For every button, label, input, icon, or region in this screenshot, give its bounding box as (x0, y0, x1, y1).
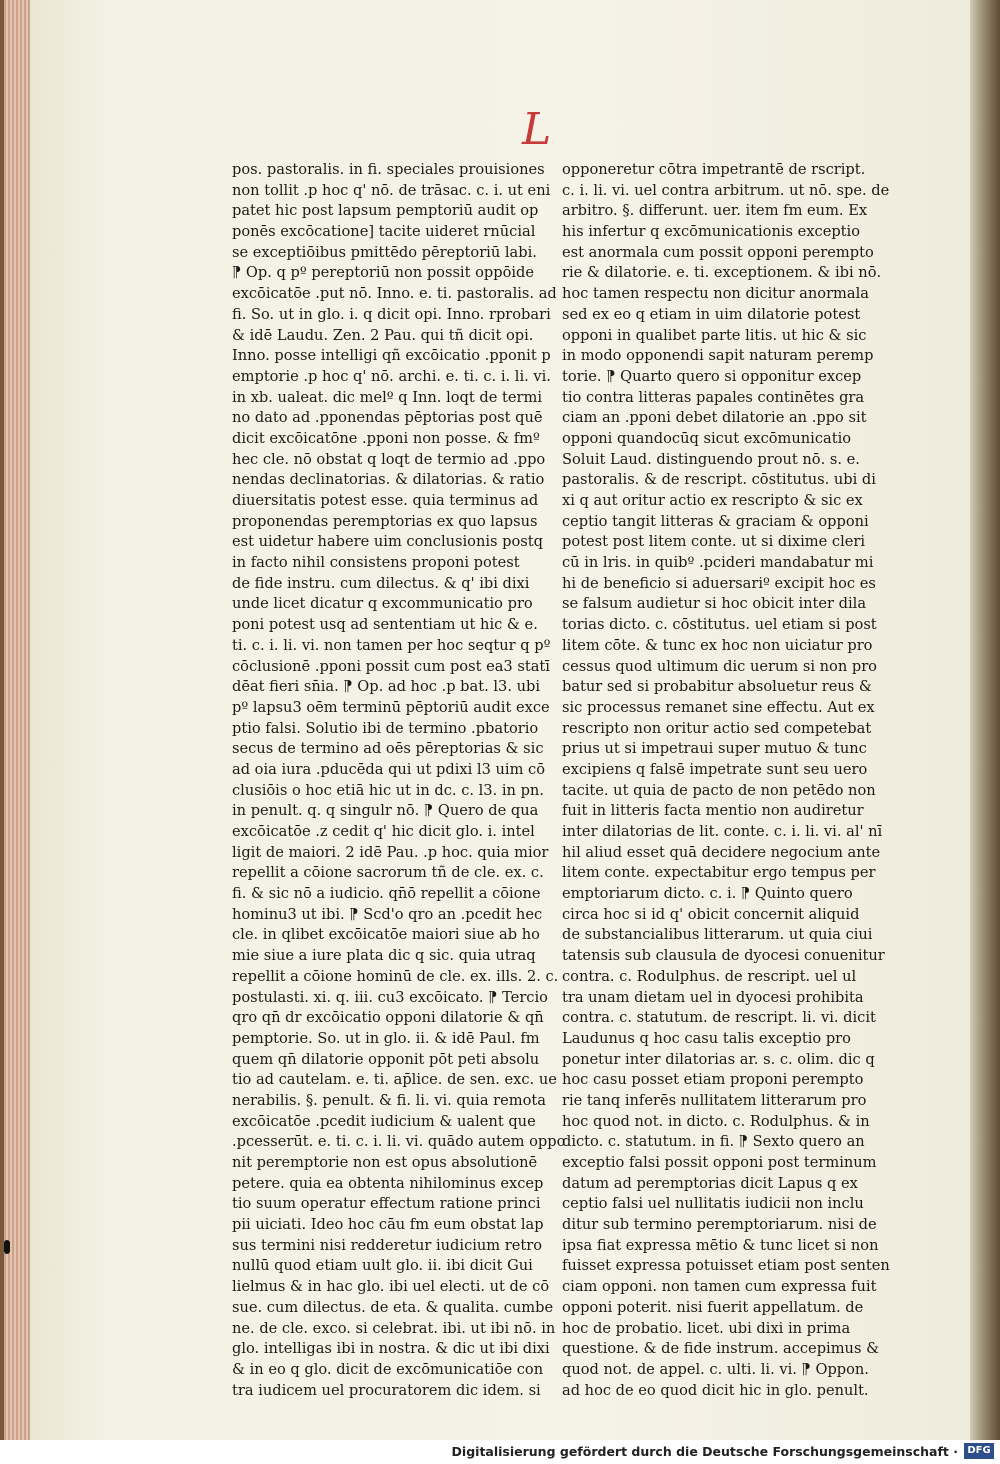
text-line: cessus quod ultimum dic uerum si non pro (562, 657, 877, 675)
text-line: ditur sub termino peremptoriarum. nisi de (562, 1216, 877, 1234)
text-line: potest post litem conte. ut si dixime cleri (562, 533, 866, 551)
text-line: cū in lris. in quibº .pcideri mandabatur mi (562, 554, 874, 572)
text-line: in modo opponendi sapit naturam peremp (562, 347, 874, 365)
text-line: ligit de maiori. 2 idē Pau. .p hoc. quia mior (232, 843, 549, 861)
text-line: se falsum audietur si hoc obicit inter dila (562, 595, 867, 613)
text-line: ceptio tangit litteras & graciam & opponi (562, 512, 869, 530)
text-line: hoc quod not. in dicto. c. Rodulphus. & in (562, 1112, 870, 1130)
text-line: nullū quod etiam uult glo. ii. ibi dicit Gui (232, 1257, 533, 1275)
text-line: fi. So. ut in glo. i. q dicit opi. Inno. rprobari (232, 305, 551, 323)
text-line: tatensis sub clausula de dyocesi conuenitur (562, 947, 885, 965)
text-line: emptorie .p hoc q' nō. archi. e. ti. c. i. li. vi. (232, 367, 551, 385)
text-line: hoc de probatio. licet. ubi dixi in prima (562, 1319, 851, 1337)
text-line: torias dicto. c. cōstitutus. uel etiam si post (562, 616, 877, 634)
text-line: ciam an .pponi debet dilatorie an .ppo sit (562, 409, 867, 427)
text-line: .pcesserūt. e. ti. c. i. li. vi. quādo autem oppo (232, 1133, 566, 1151)
text-line: ponēs excōcatione] tacite uideret rnūcial (232, 223, 536, 241)
text-line: secus de termino ad oēs pēreptorias & sic (232, 740, 544, 758)
text-line: tra unam dietam uel in dyocesi prohibita (562, 988, 864, 1006)
text-line: in penult. q. q singulr nō. ⁋ Quero de qua (232, 802, 539, 820)
text-line: fuisset expressa potuisset etiam post senten (562, 1257, 890, 1275)
text-line: sed ex eo q etiam in uim dilatorie potest (562, 305, 861, 323)
page-edge-left (4, 0, 30, 1440)
text-line: inter dilatorias de lit. conte. c. i. li. vi. al' nī (562, 823, 883, 840)
text-line: rescripto non oritur actio sed competebat (562, 719, 872, 737)
text-line: litem cōte. & tunc ex hoc non uiciatur pro (562, 636, 873, 654)
text-line: litem conte. expectabitur ergo tempus per (562, 864, 876, 882)
text-line: nendas declinatorias. & dilatorias. & ratio (232, 471, 545, 489)
text-line: excōicatōe .z cedit q' hic dicit glo. i. intel (232, 823, 535, 840)
text-line: patet hic post lapsum pemptoriū audit op (232, 202, 539, 220)
text-line: dēat fieri sn̄ia. ⁋ Op. ad hoc .p bat. l3. ubi (232, 678, 541, 696)
text-line: sus termini nisi redderetur iudicium retro (232, 1236, 543, 1254)
text-line: datum ad peremptorias dicit Lapus q ex (562, 1174, 858, 1192)
text-line: repellit a cōione hominū de cle. ex. ills. 2. c. (232, 967, 559, 985)
text-line: clusiōis o hoc etiā hic ut in dc. c. l3. in pn. (232, 781, 544, 799)
text-line: lielmus & in hac glo. ibi uel electi. ut de cō (232, 1278, 550, 1296)
text-line: pos. pastoralis. in fi. speciales prouisiones (232, 161, 545, 178)
text-line: his infertur q excōmunicationis exceptio (562, 223, 860, 241)
text-line: ciam opponi. non tamen cum expressa fuit (562, 1278, 877, 1296)
text-line: sic processus remanet sine effectu. Aut ex (562, 698, 875, 716)
text-line: repellit a cōione sacrorum tñ de cle. ex. c. (232, 864, 544, 882)
text-line: hominu3 ut ibi. ⁋ Scd'o qro an .pcedit hec (232, 905, 543, 923)
text-line: circa hoc si id q' obicit concernit aliquid (562, 905, 860, 923)
text-line: fi. & sic nō a iudicio. qn̄ō repellit a cōione (232, 885, 541, 903)
text-line: ad oia iura .pducēda qui ut pdixi l3 uim cō (232, 760, 546, 778)
text-line: tio suum operatur effectum ratione princi (232, 1195, 541, 1213)
text-line: rie tanq inferēs nullitatem litterarum pro (562, 1091, 867, 1109)
text-line: pastoralis. & de rescript. cōstitutus. ubi di (562, 471, 876, 489)
text-line: Soluit Laud. distinguendo prout nō. s. e. (562, 450, 860, 468)
text-line: poni potest usq ad sententiam ut hic & e. (232, 616, 538, 634)
text-line: est uidetur habere uim conclusionis postq (232, 533, 543, 551)
text-column-right (562, 160, 890, 1401)
text-line: diuersitatis potest esse. quia terminus ad (232, 492, 539, 509)
text-line: contra. c. statutum. de rescript. li. vi. dicit (562, 1009, 876, 1027)
footer-bar (0, 1440, 1000, 1464)
text-line: fuit in litteris facta mentio non audiretur (562, 802, 864, 820)
text-line: tio contra litteras papales continētes gra (562, 388, 865, 406)
text-line: sue. cum dilectus. de eta. & qualita. cumbe (232, 1298, 554, 1316)
text-line: de substancialibus litterarum. ut quia ciui (562, 926, 873, 944)
text-line: hoc casu posset etiam proponi perempto (562, 1071, 864, 1089)
text-line: emptoriarum dicto. c. i. ⁋ Quinto quero (562, 885, 853, 903)
text-line: qro qn̄ dr excōicatio opponi dilatorie & qn̄ (232, 1009, 544, 1027)
text-line: cōclusionē .pponi possit cum post ea3 statī (232, 657, 550, 675)
text-line: hi de beneficio si aduersariº excipit hoc es (562, 574, 876, 592)
text-line: cle. in qlibet excōicatōe maiori siue ab ho (232, 926, 540, 944)
text-line: excōicatōe .put nō. Inno. e. ti. pastoralis. ad (232, 285, 557, 303)
text-line: Laudunus q hoc casu talis exceptio pro (562, 1029, 851, 1047)
text-line: pii uiciati. Ideo hoc cāu fm eum obstat lap (232, 1216, 544, 1234)
funding-credit: Digitalisierung gefördert durch die Deutsche Forschungsgemeinschaft · (451, 1444, 958, 1459)
text-line: unde licet dicatur q excommunicatio pro (232, 595, 533, 613)
text-line: tio ad cautelam. e. ti. ap̄lice. de sen. exc. ue (232, 1071, 557, 1089)
text-line: hil aliud esset quā decidere negocium ante (562, 843, 881, 861)
text-line: rie & dilatorie. e. ti. exceptionem. & ibi nō. (562, 264, 882, 282)
binding-mark (4, 1240, 10, 1254)
text-line: hoc tamen respectu non dicitur anormala (562, 285, 869, 303)
text-line: de fide instru. cum dilectus. & q' ibi dixi (232, 574, 530, 592)
text-line: dicit excōicatōne .pponi non posse. & fmº (232, 429, 540, 447)
text-line: batur sed si probabitur absoluetur reus & (562, 678, 872, 696)
text-line: excipiens q falsē impetrate sunt seu uero (562, 760, 868, 778)
text-line: ptio falsi. Solutio ibi de termino .pbatorio (232, 719, 539, 737)
text-line: ne. de cle. exco. si celebrat. ibi. ut ibi nō. in (232, 1319, 556, 1337)
text-line: contra. c. Rodulphus. de rescript. uel ul (562, 967, 857, 985)
text-line: ⁋ Op. q pº pereptoriū non possit oppōide (232, 264, 535, 282)
text-line: petere. quia ea obtenta nihilominus excep (232, 1174, 544, 1192)
dfg-logo: DFG (964, 1443, 994, 1459)
text-line: dicto. c. statutum. in fi. ⁋ Sexto quero an (562, 1133, 865, 1151)
text-line: tacite. ut quia de pacto de non petēdo non (562, 781, 876, 799)
text-line: prius ut si impetraui super mutuo & tunc (562, 740, 867, 758)
text-line: pº lapsu3 oēm terminū pēptoriū audit exce (232, 698, 550, 716)
text-line: excōicatōe .pcedit iudicium & ualent que (232, 1112, 536, 1130)
text-line: proponendas peremptorias ex quo lapsus (232, 512, 538, 530)
text-line: exceptio falsi possit opponi post terminum (562, 1154, 877, 1171)
text-line: postulasti. xi. q. iii. cu3 excōicato. ⁋ Tercio (232, 988, 548, 1006)
text-line: c. i. li. vi. uel contra arbitrum. ut nō. spe. de (562, 181, 890, 199)
folio-mark: L (522, 104, 552, 155)
text-line: opponi quandocūq sicut excōmunicatio (562, 429, 852, 447)
text-line: opponi poterit. nisi fuerit appellatum. de (562, 1298, 864, 1316)
text-line: nit peremptorie non est opus absolutionē (232, 1154, 538, 1171)
text-line: opponi in qualibet parte litis. ut hic & sic (562, 326, 867, 344)
text-line: se exceptiōibus pmittēdo pēreptoriū labi. (232, 243, 537, 261)
text-line: ipsa fiat expressa mētio & tunc licet si non (562, 1236, 879, 1254)
text-column-left (232, 160, 566, 1401)
text-line: hec cle. nō obstat q loqt de termio ad .ppo (232, 450, 546, 468)
text-line: in facto nihil consistens proponi potest (232, 554, 520, 572)
text-line: ponetur inter dilatorias ar. s. c. olim. dic q (562, 1050, 875, 1068)
text-line: pemptorie. So. ut in glo. ii. & idē Paul. fm (232, 1029, 540, 1047)
text-line: questione. & de fide instrum. accepimus & (562, 1340, 880, 1358)
text-line: quem qn̄ dilatorie opponit pōt peti absolu (232, 1050, 540, 1068)
text-line: glo. intelligas ibi in nostra. & dic ut ibi dixi (232, 1340, 550, 1358)
text-line: ti. c. i. li. vi. non tamen per hoc seqtur q pº (232, 636, 551, 654)
text-line: nerabilis. §. penult. & fi. li. vi. quia remota (232, 1091, 546, 1109)
text-line: & in eo q glo. dicit de excōmunicatiōe con (232, 1360, 544, 1378)
text-line: torie. ⁋ Quarto quero si opponitur excep (562, 367, 862, 385)
text-line: est anormala cum possit opponi perempto (562, 243, 874, 261)
page-edge-right (968, 0, 1000, 1440)
text-line: in xb. ualeat. dic melº q Inn. loqt de termi (232, 388, 542, 406)
text-line: ceptio falsi uel nullitatis iudicii non inclu (562, 1195, 864, 1213)
text-line: tra iudicem uel procuratorem dic idem. si (232, 1381, 541, 1399)
text-line: quod not. de appel. c. ulti. li. vi. ⁋ Oppon. (562, 1360, 869, 1378)
text-line: xi q aut oritur actio ex rescripto & sic ex (562, 492, 863, 509)
text-line: no dato ad .pponendas pēptorias post quē (232, 409, 543, 427)
text-line: Inno. posse intelligi qñ excōicatio .pponit p (232, 347, 551, 365)
text-line: non tollit .p hoc q' nō. de trāsac. c. i. ut eni (232, 181, 551, 199)
text-line: & idē Laudu. Zen. 2 Pau. qui tñ dicit opi. (232, 326, 534, 344)
text-line: ad hoc de eo quod dicit hic in glo. penult. (562, 1381, 869, 1399)
text-line: opponeretur cōtra impetrantē de rscript. (562, 161, 866, 178)
text-line: arbitro. §. differunt. uer. item fm eum. Ex (562, 202, 868, 220)
text-line: mie siue a iure plata dic q sic. quia utraq (232, 947, 536, 965)
